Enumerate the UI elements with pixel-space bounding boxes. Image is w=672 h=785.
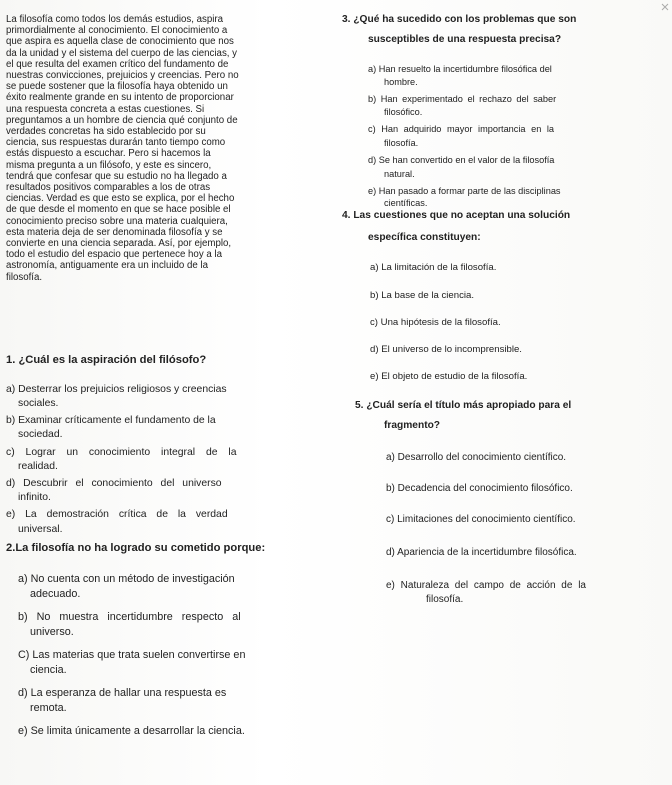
q1-option-e[interactable]: e) La demostración crítica de la verdad <box>6 509 228 520</box>
passage-line: resultados positivos comparables a los de otras <box>6 182 211 194</box>
q3-option-c[interactable]: c) Han adquirido mayor importancia en la <box>368 124 555 134</box>
q3-option-d-cont: natural. <box>384 169 415 179</box>
q5-option-b[interactable]: b) Decadencia del conocimiento filosófico. <box>386 483 573 494</box>
passage-line: conocimiento preciso sobre una materia cualquiera, <box>6 215 228 227</box>
passage-line: todo el estudio del espacio que pertenece hoy a la <box>6 249 222 261</box>
passage-line: una respuesta concreta a estas cuestiones. Si <box>6 103 205 115</box>
q3-option-d[interactable]: d) Se han convertido en el valor de la filosofía <box>368 155 555 165</box>
q2-option-c[interactable]: C) Las materias que trata suelen convertirse en <box>18 649 246 661</box>
passage-line: que aspira es aquella clase de conocimiento que nos <box>6 36 234 48</box>
passage-line: primordialmente al conocimiento. El conocimiento a <box>6 25 228 37</box>
passage-line: tendrá que confesar que su estudio no ha llegado a <box>6 170 227 182</box>
question-4-title: 4. Las cuestiones que no aceptan una solución <box>342 210 571 221</box>
passage-line: éxito realmente grande en su intento de proporcionar <box>6 92 234 104</box>
passage-line: La filosofía como todos los demás estudios, aspira <box>6 14 224 25</box>
q5-option-e[interactable]: e) Naturaleza del campo de acción de la <box>386 580 586 591</box>
q3-option-e-cont: científicas. <box>384 198 428 208</box>
passage-line: se puede sostener que la filosofía haya obtenido un <box>6 81 228 93</box>
q3-option-b[interactable]: b) Han experimentado el rechazo del saber <box>368 94 557 104</box>
question-3-title-cont: susceptibles de una respuesta precisa? <box>368 34 562 45</box>
q2-option-a[interactable]: a) No cuenta con un método de investigación <box>18 573 235 585</box>
passage-line: convierte en una ciencia separada. Así, por ejemplo, <box>6 238 232 250</box>
q4-option-d[interactable]: d) El universo de lo incomprensible. <box>370 344 522 355</box>
q3-option-a-cont: hombre. <box>384 77 418 87</box>
q1-option-c-cont: realidad. <box>18 461 58 472</box>
q2-option-d[interactable]: d) La esperanza de hallar una respuesta es <box>18 687 227 699</box>
page-edge-mark <box>660 0 670 24</box>
question-1-title: 1. ¿Cuál es la aspiración del filósofo? <box>6 354 207 366</box>
passage-line: ciencias. Verdad es que esto se explica, por el hecho <box>6 193 235 205</box>
question-3-title: 3. ¿Qué ha sucedido con los problemas que son <box>342 14 577 25</box>
passage-line: preguntamos a un hombre de ciencia qué conjunto de <box>6 114 238 126</box>
reading-passage <box>6 14 304 283</box>
q2-option-d-cont: remota. <box>30 702 67 714</box>
q1-option-d-cont: infinito. <box>18 492 51 503</box>
q1-option-e-cont: universal. <box>18 524 63 535</box>
q5-option-c[interactable]: c) Limitaciones del conocimiento científico. <box>386 514 576 525</box>
passage-line: ciencia, sus respuestas durarán tanto tiempo como <box>6 137 226 149</box>
q4-option-e[interactable]: e) El objeto de estudio de la filosofía. <box>370 371 528 382</box>
passage-line: da la unidad y el sistema del cuerpo de las ciencias, y <box>6 47 238 59</box>
question-5-title-cont: fragmento? <box>384 420 441 431</box>
question-2-title: 2.La filosofía no ha logrado su cometido porque: <box>6 542 266 554</box>
passage-line: filosofía. <box>6 271 43 283</box>
q5-option-a[interactable]: a) Desarrollo del conocimiento científico. <box>386 452 567 463</box>
q3-option-c-cont: filosofía. <box>384 138 419 148</box>
passage-line: el que resulta del examen crítico del fundamento de <box>6 58 229 70</box>
q4-option-c[interactable]: c) Una hipótesis de la filosofía. <box>370 317 501 328</box>
passage-line: misma pregunta a un filósofo, y este es sincero, <box>6 159 212 171</box>
q2-option-b-cont: universo. <box>30 626 74 638</box>
q1-option-b-cont: sociedad. <box>18 429 63 440</box>
passage-line: estás dispuesto a escuchar. Pero si hacemos la <box>6 148 211 160</box>
q2-option-e[interactable]: e) Se limita únicamente a desarrollar la ciencia. <box>18 725 245 737</box>
q4-option-b[interactable]: b) La base de la ciencia. <box>370 290 474 301</box>
passage-line: nuestras convicciones, prejuicios y creencias. Pero no <box>6 70 239 82</box>
q2-option-b[interactable]: b) No muestra incertidumbre respecto al <box>18 611 241 623</box>
q4-option-a[interactable]: a) La limitación de la filosofía. <box>370 262 497 273</box>
question-4-title-cont: específica constituyen: <box>368 232 481 243</box>
passage-line: verdades concretas ha sido establecido por su <box>6 126 206 138</box>
q1-option-a-cont: sociales. <box>18 398 59 409</box>
q5-option-d[interactable]: d) Apariencia de la incertidumbre filosófica. <box>386 547 577 558</box>
q3-option-a[interactable]: a) Han resuelto la incertidumbre filosófica del <box>368 64 552 74</box>
passage-line: astronomía, antiguamente era un incluido de la <box>6 260 208 272</box>
q3-option-e[interactable]: e) Han pasado a formar parte de las disciplinas <box>368 186 561 196</box>
passage-line: esta materia deja de ser denominada filosofía y se <box>6 226 223 238</box>
q1-option-d[interactable]: d) Descubrir el conocimiento del universo <box>6 478 222 489</box>
passage-line: de que desde el momento en que se hace posible el <box>6 204 231 216</box>
q1-option-b[interactable]: b) Examinar críticamente el fundamento de la <box>6 415 216 426</box>
question-5-title: 5. ¿Cuál sería el título más apropiado para el <box>355 400 572 411</box>
q1-option-c[interactable]: c) Lograr un conocimiento integral de la <box>6 447 237 458</box>
q2-option-a-cont: adecuado. <box>30 588 81 600</box>
q1-option-a[interactable]: a) Desterrar los prejuicios religiosos y creencias <box>6 384 227 395</box>
q2-option-c-cont: ciencia. <box>30 664 67 676</box>
q3-option-b-cont: filosófico. <box>384 107 423 117</box>
q5-option-e-cont: filosofía. <box>426 594 464 605</box>
